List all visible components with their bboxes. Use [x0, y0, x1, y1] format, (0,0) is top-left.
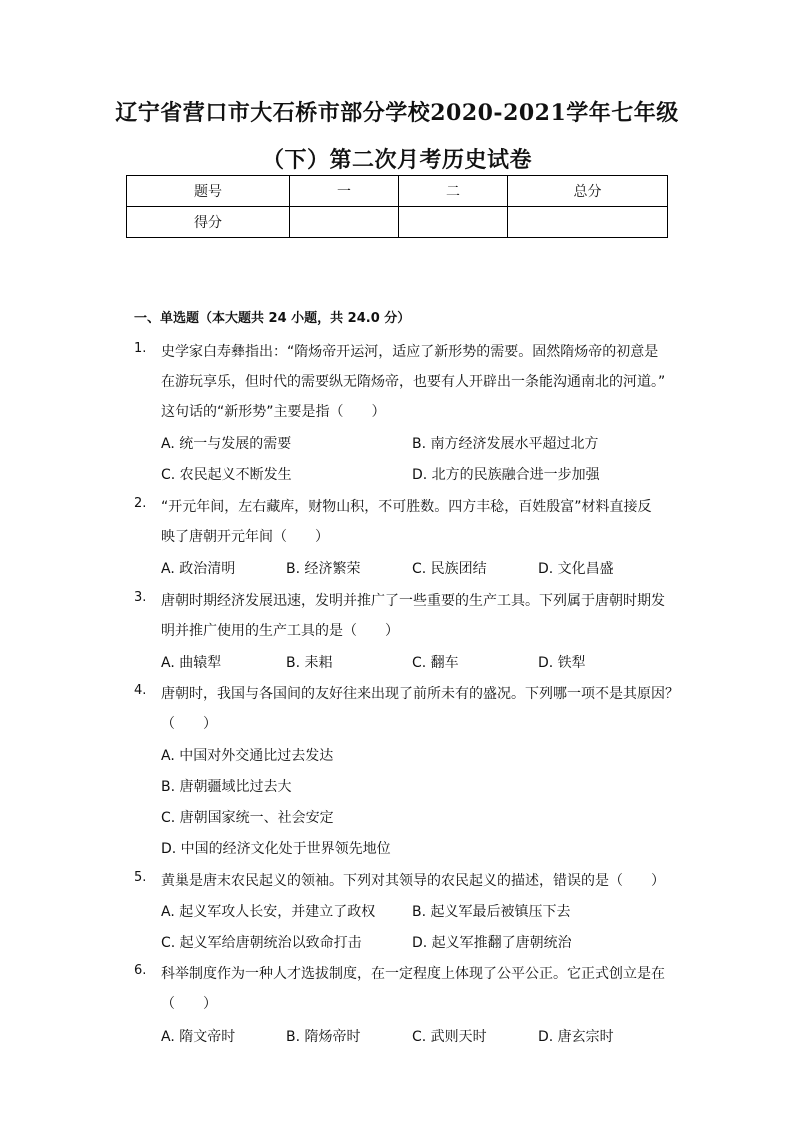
- option-a[interactable]: A. 曲辕犁: [161, 655, 222, 671]
- option-a[interactable]: A. 统一与发展的需要: [161, 436, 292, 452]
- question-text-line: 黄巢是唐末农民起义的领袖。下列对其领导的农民起义的描述，错误的是（ ）: [161, 873, 665, 889]
- option-b[interactable]: B. 隋炀帝时: [286, 1029, 361, 1045]
- exam-title-line-1: 辽宁省营口市大石桥市部分学校2020-2021学年七年级: [115, 100, 679, 126]
- option-c[interactable]: C. 翻车: [412, 655, 459, 671]
- question-number: 1.: [134, 341, 147, 356]
- score-table: [126, 175, 668, 238]
- option-c[interactable]: C. 唐朝国家统一、社会安定: [161, 810, 334, 826]
- question-number: 5.: [134, 870, 147, 885]
- option-b[interactable]: B. 唐朝疆域比过去大: [161, 779, 292, 795]
- score-header-cell: 总分: [508, 176, 668, 207]
- option-c[interactable]: C. 起义军给唐朝统治以致命打击: [161, 935, 362, 951]
- option-c[interactable]: C. 民族团结: [412, 561, 487, 577]
- question-text-line: 在游玩享乐，但时代的需要纵无隋炀帝，也要有人开辟出一条能沟通南北的河道。”: [161, 374, 666, 390]
- question-text-line: 唐朝时，我国与各国间的友好往来出现了前所未有的盛况。下列哪一项不是其原因？: [161, 686, 679, 702]
- score-header-cell: 二: [399, 176, 508, 207]
- option-a[interactable]: A. 起义军攻人长安，并建立了政权: [161, 904, 376, 920]
- question-number: 6.: [134, 963, 147, 978]
- score-cell[interactable]: [290, 207, 399, 238]
- score-cell[interactable]: [399, 207, 508, 238]
- score-cell[interactable]: [508, 207, 668, 238]
- option-d[interactable]: D. 中国的经济文化处于世界领先地位: [161, 841, 391, 857]
- score-header-cell: 一: [290, 176, 399, 207]
- question-text-line: 明并推广使用的生产工具的是（ ）: [161, 623, 399, 639]
- question-number: 3.: [134, 590, 147, 605]
- option-b[interactable]: B. 经济繁荣: [286, 561, 361, 577]
- question-text-line: 这句话的“新形势”主要是指（ ）: [161, 404, 386, 420]
- section-heading: 一、单选题（本大题共 24 小题，共 24.0 分）: [134, 311, 411, 326]
- option-b[interactable]: B. 耒耜: [286, 655, 333, 671]
- question-text-line: 史学家白寿彝指出：“隋炀帝开运河，适应了新形势的需要。固然隋炀帝的初意是: [161, 344, 659, 360]
- score-header-cell: 题号: [127, 176, 290, 207]
- question-text-line: （ ）: [161, 996, 217, 1012]
- question-number: 2.: [134, 496, 147, 511]
- option-d[interactable]: D. 起义军推翻了唐朝统治: [412, 935, 572, 951]
- option-a[interactable]: A. 隋文帝时: [161, 1029, 236, 1045]
- option-b[interactable]: B. 起义军最后被镇压下去: [412, 904, 571, 920]
- option-c[interactable]: C. 农民起义不断发生: [161, 467, 292, 483]
- option-a[interactable]: A. 政治清明: [161, 561, 236, 577]
- score-table-score-row: [127, 207, 668, 238]
- score-table-header-row: [127, 176, 668, 207]
- option-b[interactable]: B. 南方经济发展水平超过北方: [412, 436, 599, 452]
- score-row-label: 得分: [127, 207, 290, 238]
- question-text-line: （ ）: [161, 716, 217, 732]
- question-text-line: “开元年间，左右藏库，财物山积，不可胜数。四方丰稔，百姓殷富”材料直接反: [161, 499, 652, 515]
- question-text-line: 唐朝时期经济发展迅速，发明并推广了一些重要的生产工具。下列属于唐朝时期发: [161, 593, 665, 609]
- option-d[interactable]: D. 铁犁: [538, 655, 586, 671]
- question-text-line: 映了唐朝开元年间（ ）: [161, 529, 329, 545]
- exam-title-line-2: （下）第二次月考历史试卷: [261, 147, 532, 173]
- option-a[interactable]: A. 中国对外交通比过去发达: [161, 748, 334, 764]
- question-number: 4.: [134, 683, 147, 698]
- option-d[interactable]: D. 文化昌盛: [538, 561, 614, 577]
- option-d[interactable]: D. 唐玄宗时: [538, 1029, 614, 1045]
- question-text-line: 科举制度作为一种人才选拔制度，在一定程度上体现了公平公正。它正式创立是在: [161, 966, 665, 982]
- option-c[interactable]: C. 武则天时: [412, 1029, 487, 1045]
- option-d[interactable]: D. 北方的民族融合进一步加强: [412, 467, 600, 483]
